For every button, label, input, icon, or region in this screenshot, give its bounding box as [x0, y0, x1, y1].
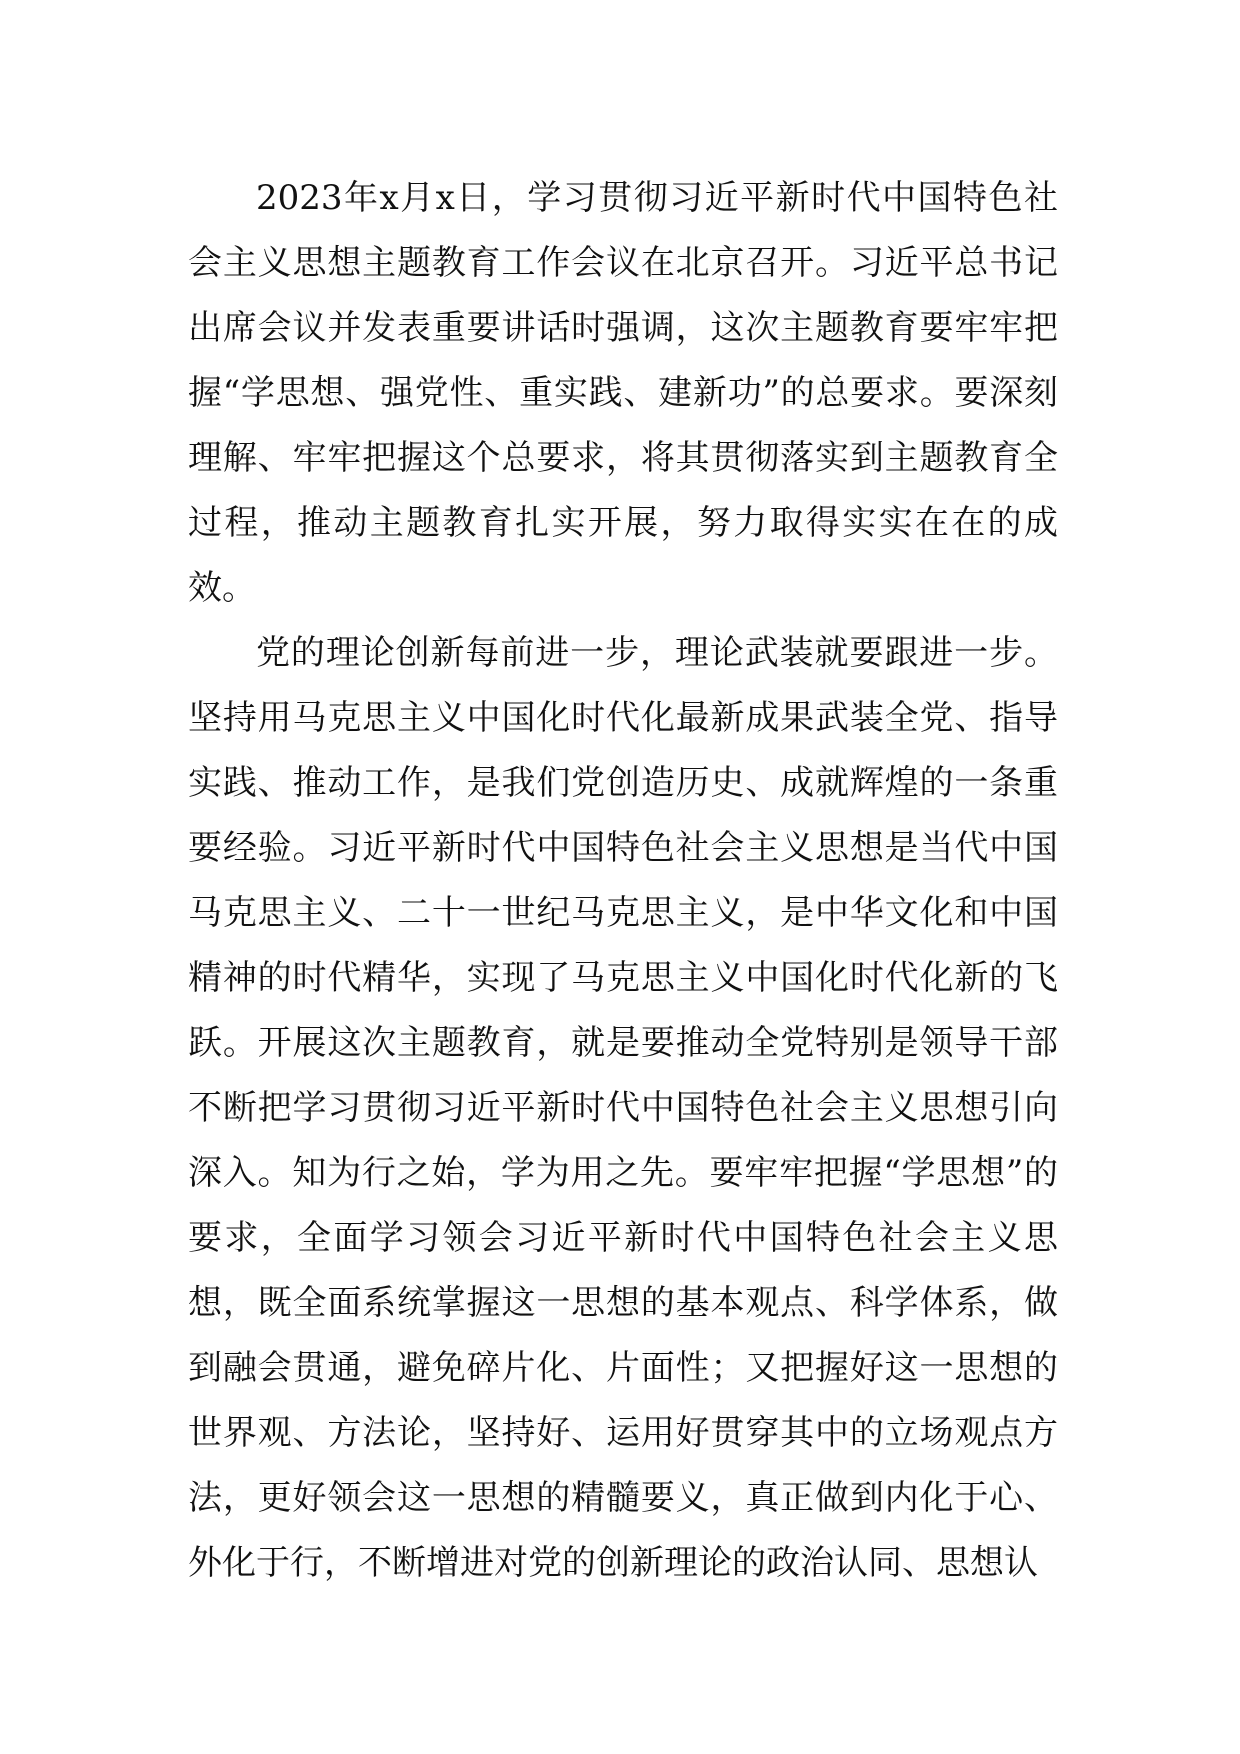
document-body — [188, 166, 1058, 1596]
paragraph-2: 党的理论创新每前进一步，理论武装就要跟进一步。坚持用马克思主义中国化时代化最新成果武装全党、指导实践、推动工作，是我们党创造历史、成就辉煌的一条重要经验。习近平新时代中国特色社会主义思想是当代中国马克思主义、二十一世纪马克思主义，是中华文化和中国精神的时代精华，实现了马克思主义中国化时代化新的飞跃。开展这次主题教育，就是要推动全党特别是领导干部不断把学习贯彻习近平新时代中国特色社会主义思想引向深入。知为行之始，学为用之先。要牢牢把握“学思想”的要求，全面学习领会习近平新时代中国特色社会主义思想，既全面系统掌握这一思想的基本观点、科学体系，做到融会贯通，避免碎片化、片面性；又把握好这一思想的世界观、方法论，坚持好、运用好贯穿其中的立场观点方法，更好领会这一思想的精髓要义，真正做到内化于心、外化于行，不断增进对党的创新理论的政治认同、思想认 — [188, 633, 1058, 1583]
paragraph-1: 2023年x月x日，学习贯彻习近平新时代中国特色社会主义思想主题教育工作会议在北京召开。习近平总书记出席会议并发表重要讲话时强调，这次主题教育要牢牢把握“学思想、强党性、重实践、建新功”的总要求。要深刻理解、牢牢把握这个总要求，将其贯彻落实到主题教育全过程，推动主题教育扎实开展，努力取得实实在在的成效。 — [188, 178, 1058, 608]
